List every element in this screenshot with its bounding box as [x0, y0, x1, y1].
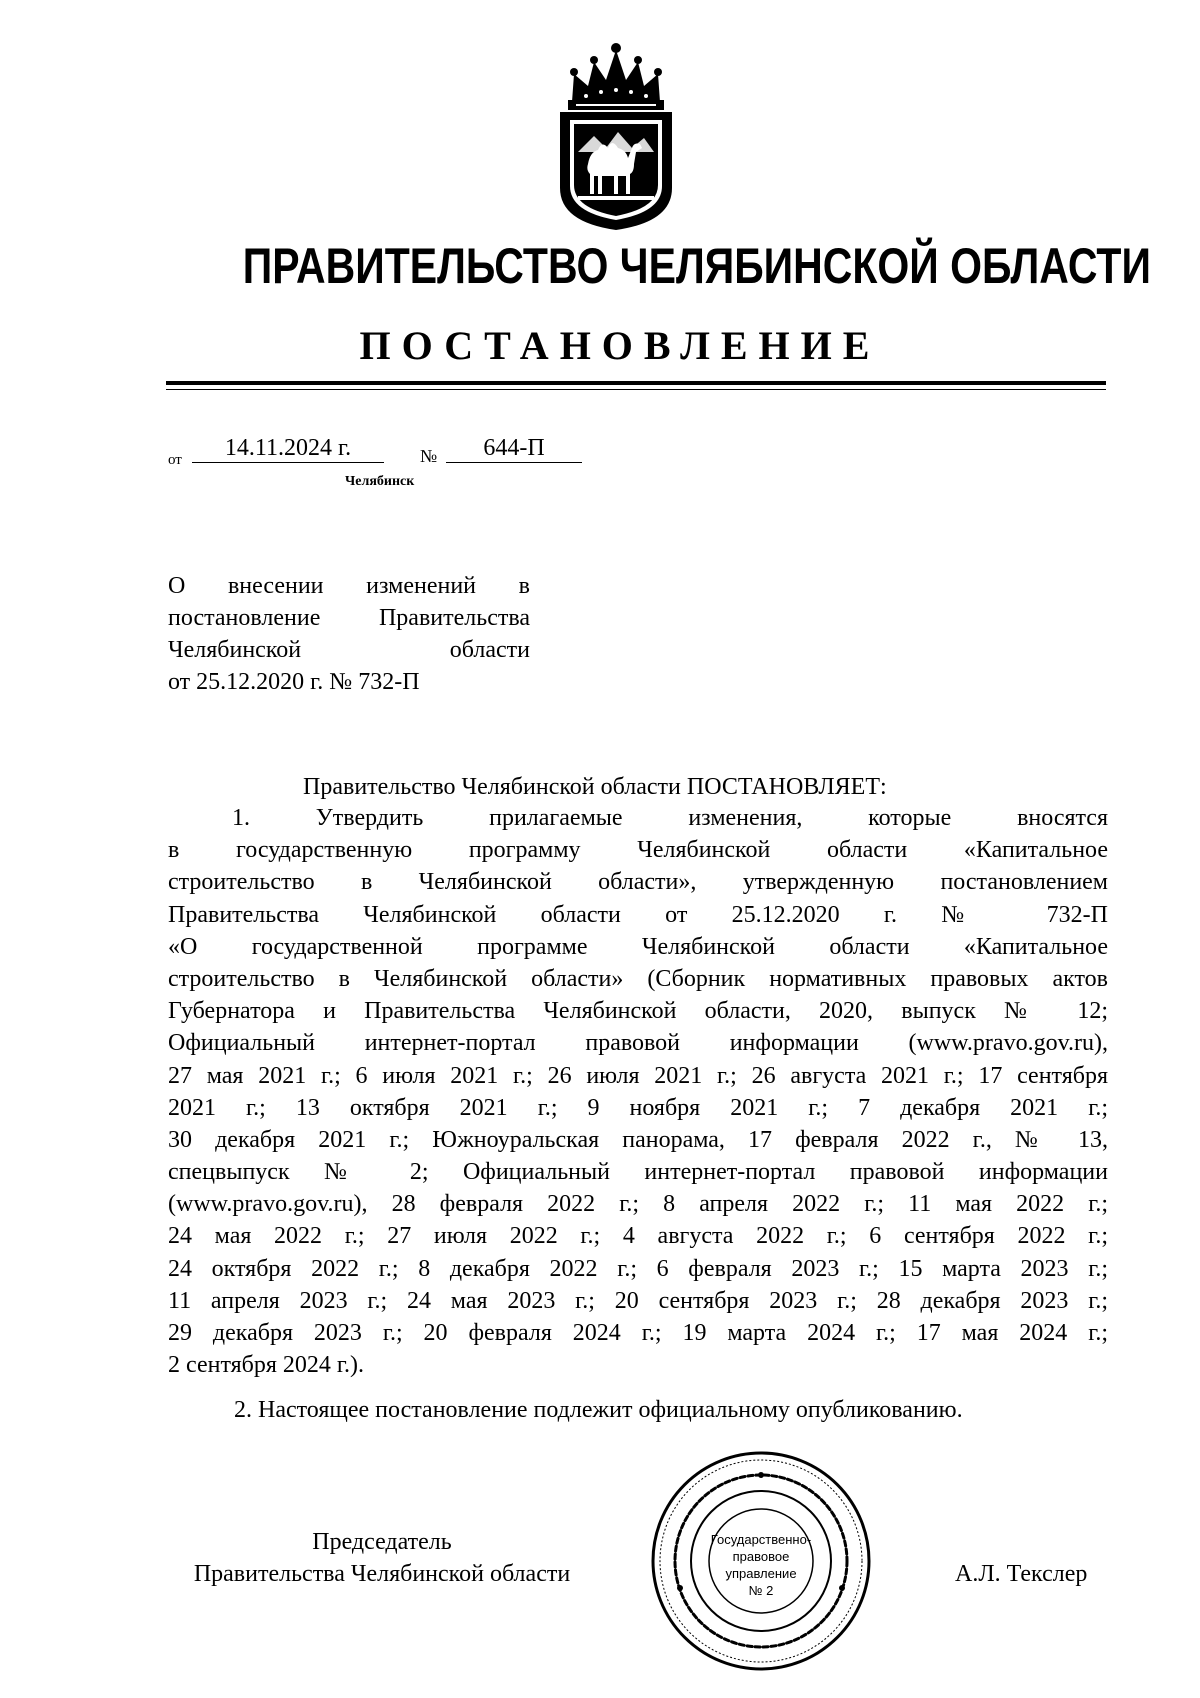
paragraph-line: Официальный интернет-портал правовой информации (www.pravo.gov.ru),: [168, 1030, 1108, 1057]
seal-center-line: Государственно-: [710, 1532, 812, 1547]
paragraph-line: 1. Утвердить прилагаемые изменения, которые вносятся: [232, 805, 1108, 831]
subject-line: О внесении изменений в: [168, 573, 530, 599]
paragraph-line: 11 апреля 2023 г.; 24 мая 2023 г.; 20 сентября 2023 г.; 28 декабря 2023 г.;: [168, 1287, 1108, 1314]
paragraph-line: 2 сентября 2024 г.).: [168, 1352, 365, 1379]
signatory-title: [165, 1526, 599, 1590]
paragraph-line: строительство в Челябинской области» (Сборник нормативных правовых актов: [168, 965, 1108, 992]
paragraph-line: 24 октября 2022 г.; 8 декабря 2022 г.; 6 февраля 2023 г.; 15 марта 2023 г.;: [168, 1255, 1108, 1282]
coat-of-arms-emblem: [554, 40, 678, 232]
paragraph-line: спецвыпуск № 2; Официальный интернет-портал правовой информации: [168, 1159, 1108, 1186]
paragraph-line: 29 декабря 2023 г.; 20 февраля 2024 г.; 19 марта 2024 г.; 17 мая 2024 г.;: [168, 1320, 1108, 1346]
document-number: 644-П: [446, 434, 582, 463]
paragraph-1: [168, 802, 1108, 1381]
header-divider-thick: [166, 381, 1106, 385]
paragraph-line: 2021 г.; 13 октября 2021 г.; 9 ноября 2021 г.; 7 декабря 2021 г.;: [168, 1094, 1108, 1121]
seal-center-line: правовое: [732, 1549, 790, 1564]
paragraph-line: 30 декабря 2021 г.; Южноуральская панорама, 17 февраля 2022 г., № 13,: [168, 1126, 1108, 1153]
subject-line: от 25.12.2020 г. № 732-П: [168, 669, 420, 695]
paragraph-line: в государственную программу Челябинской области «Капитальное: [168, 837, 1108, 864]
official-seal: [648, 1448, 874, 1674]
city-name: Челябинск: [345, 474, 415, 489]
signatory-title-line: Правительства Челябинской области: [193, 1561, 571, 1587]
document-type-title: ПОСТАНОВЛЕНИЕ: [359, 323, 881, 368]
paragraph-line: (www.pravo.gov.ru), 28 февраля 2022 г.; 8 апреля 2022 г.; 11 мая 2022 г.;: [168, 1191, 1108, 1218]
government-title: ПРАВИТЕЛЬСТВО ЧЕЛЯБИНСКОЙ ОБЛАСТИ: [242, 238, 1151, 294]
paragraph-line: строительство в Челябинской области», утвержденную постановлением: [168, 869, 1108, 896]
document-subject: [168, 570, 530, 698]
seal-center-line: № 2: [748, 1583, 774, 1598]
signatory-name: А.Л. Текслер: [955, 1561, 1088, 1587]
number-label: №: [420, 446, 438, 466]
paragraph-2: 2. Настоящее постановление подлежит официальному опубликованию.: [234, 1397, 963, 1423]
seal-center-line: управление: [725, 1566, 797, 1581]
document-date: 14.11.2024 г.: [192, 434, 384, 463]
paragraph-line: 27 мая 2021 г.; 6 июля 2021 г.; 26 июля 2021 г.; 26 августа 2021 г.; 17 сентября: [168, 1062, 1108, 1089]
paragraph-line: Правительства Челябинской области от 25.12.2020 г. № 732-П: [168, 901, 1108, 928]
paragraph-line: 24 мая 2022 г.; 27 июля 2022 г.; 4 августа 2022 г.; 6 сентября 2022 г.;: [168, 1223, 1108, 1250]
preamble: Правительство Челябинской области ПОСТАНОВЛЯЕТ:: [303, 774, 887, 800]
header-divider-thin: [166, 389, 1106, 390]
paragraph-line: Губернатора и Правительства Челябинской области, 2020, выпуск № 12;: [168, 998, 1108, 1025]
subject-line: постановление Правительства: [168, 605, 530, 631]
date-label: от: [168, 452, 182, 468]
signatory-title-line: Председатель: [312, 1529, 452, 1555]
paragraph-line: «О государственной программе Челябинской области «Капитальное: [168, 933, 1108, 960]
subject-line: Челябинской области: [168, 637, 530, 663]
